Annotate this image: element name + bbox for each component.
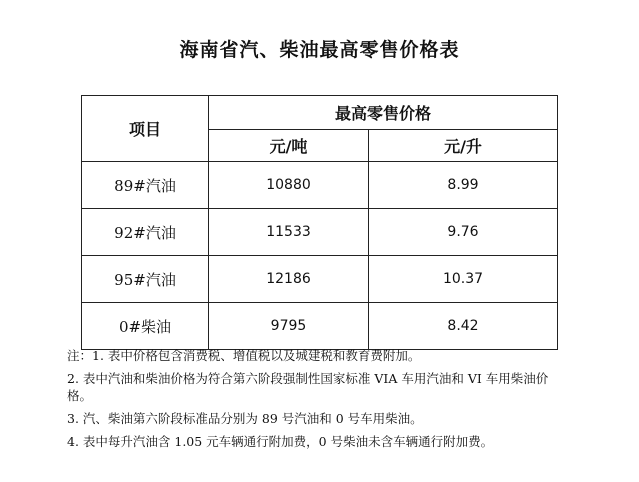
- fuel-name: 0#柴油: [82, 303, 209, 350]
- price-per-ton: 11533: [209, 209, 369, 256]
- note-1: 注：1. 表中价格包含消费税、增值税以及城建税和教育费附加。: [67, 348, 421, 363]
- table-row: [82, 303, 558, 350]
- item-header: 项目: [82, 96, 209, 162]
- price-per-liter: 8.99: [369, 162, 558, 209]
- price-per-ton: 10880: [209, 162, 369, 209]
- fuel-name: 95#汽油: [82, 256, 209, 303]
- price-per-liter: 8.42: [369, 303, 558, 350]
- price-per-liter: 9.76: [369, 209, 558, 256]
- notes-section: [67, 347, 567, 456]
- price-table: [81, 95, 558, 350]
- table-row: [82, 256, 558, 303]
- fuel-name: 92#汽油: [82, 209, 209, 256]
- price-per-ton: 9795: [209, 303, 369, 350]
- note-3: 3. 汽、柴油第六阶段标准品分别为 89 号汽油和 0 号车用柴油。: [67, 411, 423, 426]
- fuel-name: 89#汽油: [82, 162, 209, 209]
- price-per-ton: 12186: [209, 256, 369, 303]
- table-row: [82, 209, 558, 256]
- note-2: 2. 表中汽油和柴油价格为符合第六阶段强制性国家标准 VIA 车用汽油和 VI 车用柴油价格。: [67, 371, 549, 403]
- unit-ton-header: 元/吨: [209, 130, 369, 162]
- page-title: 海南省汽、柴油最高零售价格表: [179, 39, 460, 61]
- note-4: 4. 表中每升汽油含 1.05 元车辆通行附加费，0 号柴油未含车辆通行附加费。: [67, 434, 494, 449]
- price-header: 最高零售价格: [209, 96, 558, 130]
- price-per-liter: 10.37: [369, 256, 558, 303]
- table-row: [82, 162, 558, 209]
- unit-liter-header: 元/升: [369, 130, 558, 162]
